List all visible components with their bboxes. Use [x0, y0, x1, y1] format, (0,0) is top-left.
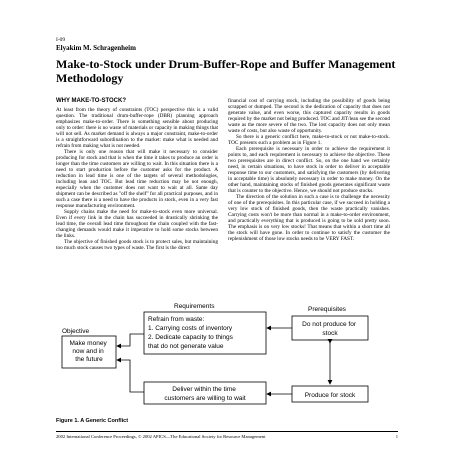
page-number: 1 [395, 434, 398, 439]
author-name: Elyakim M. Schragenheim [56, 44, 136, 52]
arrow-deliver-to-objective [117, 360, 144, 392]
paragraph: financial cost of carrying stock, including the possibility of goods being scrapped or dumped. The second is the dedication of capacity that does not generate value, and even worse, this captured capacity results in goods required by the market not being produced. TOC and JIT/lean see the second waste as the more severe of the two. The lost capacity does not only mean waste of costs, but also waste of opportunity. [228, 98, 390, 134]
arrow-waste-to-objective [117, 334, 144, 346]
section-heading: WHY MAKE-TO-STOCK? [56, 98, 126, 104]
prerequisites-label: Prerequisites [308, 306, 346, 313]
paragraph: The objective of finished goods stock is to protect sales, but maintaining too much stock causes two types of waste. The first is the direct [56, 239, 218, 251]
prerequisite-stock-text: Produce for stock [304, 392, 356, 399]
footer [56, 434, 398, 439]
paragraph: At least from the theory of constraints (TOC) perspective this is a valid question. The traditional drum-buffer-rope (DBR) planning approach emphasizes make-to-order. There is something sensible about producing only to order: there is no waste of materials or capacity in making things that will not sell. As market demand is always a major constraint, make-to-order is a straightforward subordination to the market: make what is needed and refrain from making what is not needed. [56, 107, 218, 149]
paragraph: So there is a generic conflict here, make-to-stock or not make-to-stock. TOC presents such a problem as in Figure 1. [228, 134, 390, 146]
paragraph: Each prerequisite is necessary in order to achieve the requirement it points to, and each requirement is necessary to achieve the objective. These two prerequisites are in direct conflict. So, on the one hand we certainly need, in certain situations, to have stock in order to deliver in acceptable response time to our customers, and satisfying the customers (by delivering in acceptable time) is absolutely necessary in order to make money. On the other hand, maintaining stocks of finished goods generates significant waste that is counter to the objective. Hence, we should not produce stocks. [228, 146, 390, 194]
left-column [56, 98, 218, 251]
paper-title: Make-to-Stock under Drum-Buffer-Rope and Buffer Management Methodology [56, 57, 396, 85]
conflict-diagram [56, 300, 398, 418]
requirements-label: Requirements [174, 303, 215, 310]
requirement-deliver-text: Deliver within the time customers are willing to wait [164, 386, 246, 402]
paper-code: I-09 [56, 37, 66, 43]
paragraph: The direction of the solution in such a case is to challenge the necessity of one of the prerequisites. In this particular case, if we succeed in holding a very low stock of finished goods, then the waste practically vanishes. Carrying costs won't be more than normal in a make-to-order environment, and practically everything that is produced is going to be sold pretty soon. The emphasis is on very low stocks! That means that within a short time all the stock will have gone. In order to continue to satisfy the customer the replenishment of those low stocks needs to be VERY FAST. [228, 194, 390, 242]
footer-rule [56, 431, 398, 432]
prerequisite-no-stock-text: Do not produce for stock [302, 321, 357, 337]
requirement-waste-text: Refrain from waste: 1. Carrying costs of inventory 2. Dedicate capacity to things that do not generate value [148, 316, 233, 350]
paragraph: There is only one reason that will make it necessary to consider producing for stock and that is when the time it takes to produce an order is longer than the time customers are willing to wait. In this situation there is a need to start production before the customer asks for the product. A reduction in lead time is one of the targets of several methodologies, including lean and TOC. But lead time reduction may be not enough, especially when the customer does not want to wait at all. Same day shipment can be described as "off the shelf" for all practical purposes, and in such a case there is a need to have the products in stock, even in a very fast response manufacturing environment. [56, 149, 218, 209]
objective-label: Objective [62, 328, 90, 335]
figure-caption: Figure 1. A Generic Conflict [56, 418, 129, 424]
footer-text: 2002 International Conference Proceedings, © 2002 APICS—The Educational Society for Resource Management [56, 434, 266, 439]
paragraph: Supply chains make the need for make-to-stock even more universal. Even if every link in the chain has succeeded in drastically shrinking the lead time, the overall lead time throughout the chain coupled with the fast-changing demands would make it imperative to hold some stocks between the links. [56, 209, 218, 239]
objective-text: Make money now and in the future [69, 340, 107, 363]
right-column [228, 98, 390, 242]
